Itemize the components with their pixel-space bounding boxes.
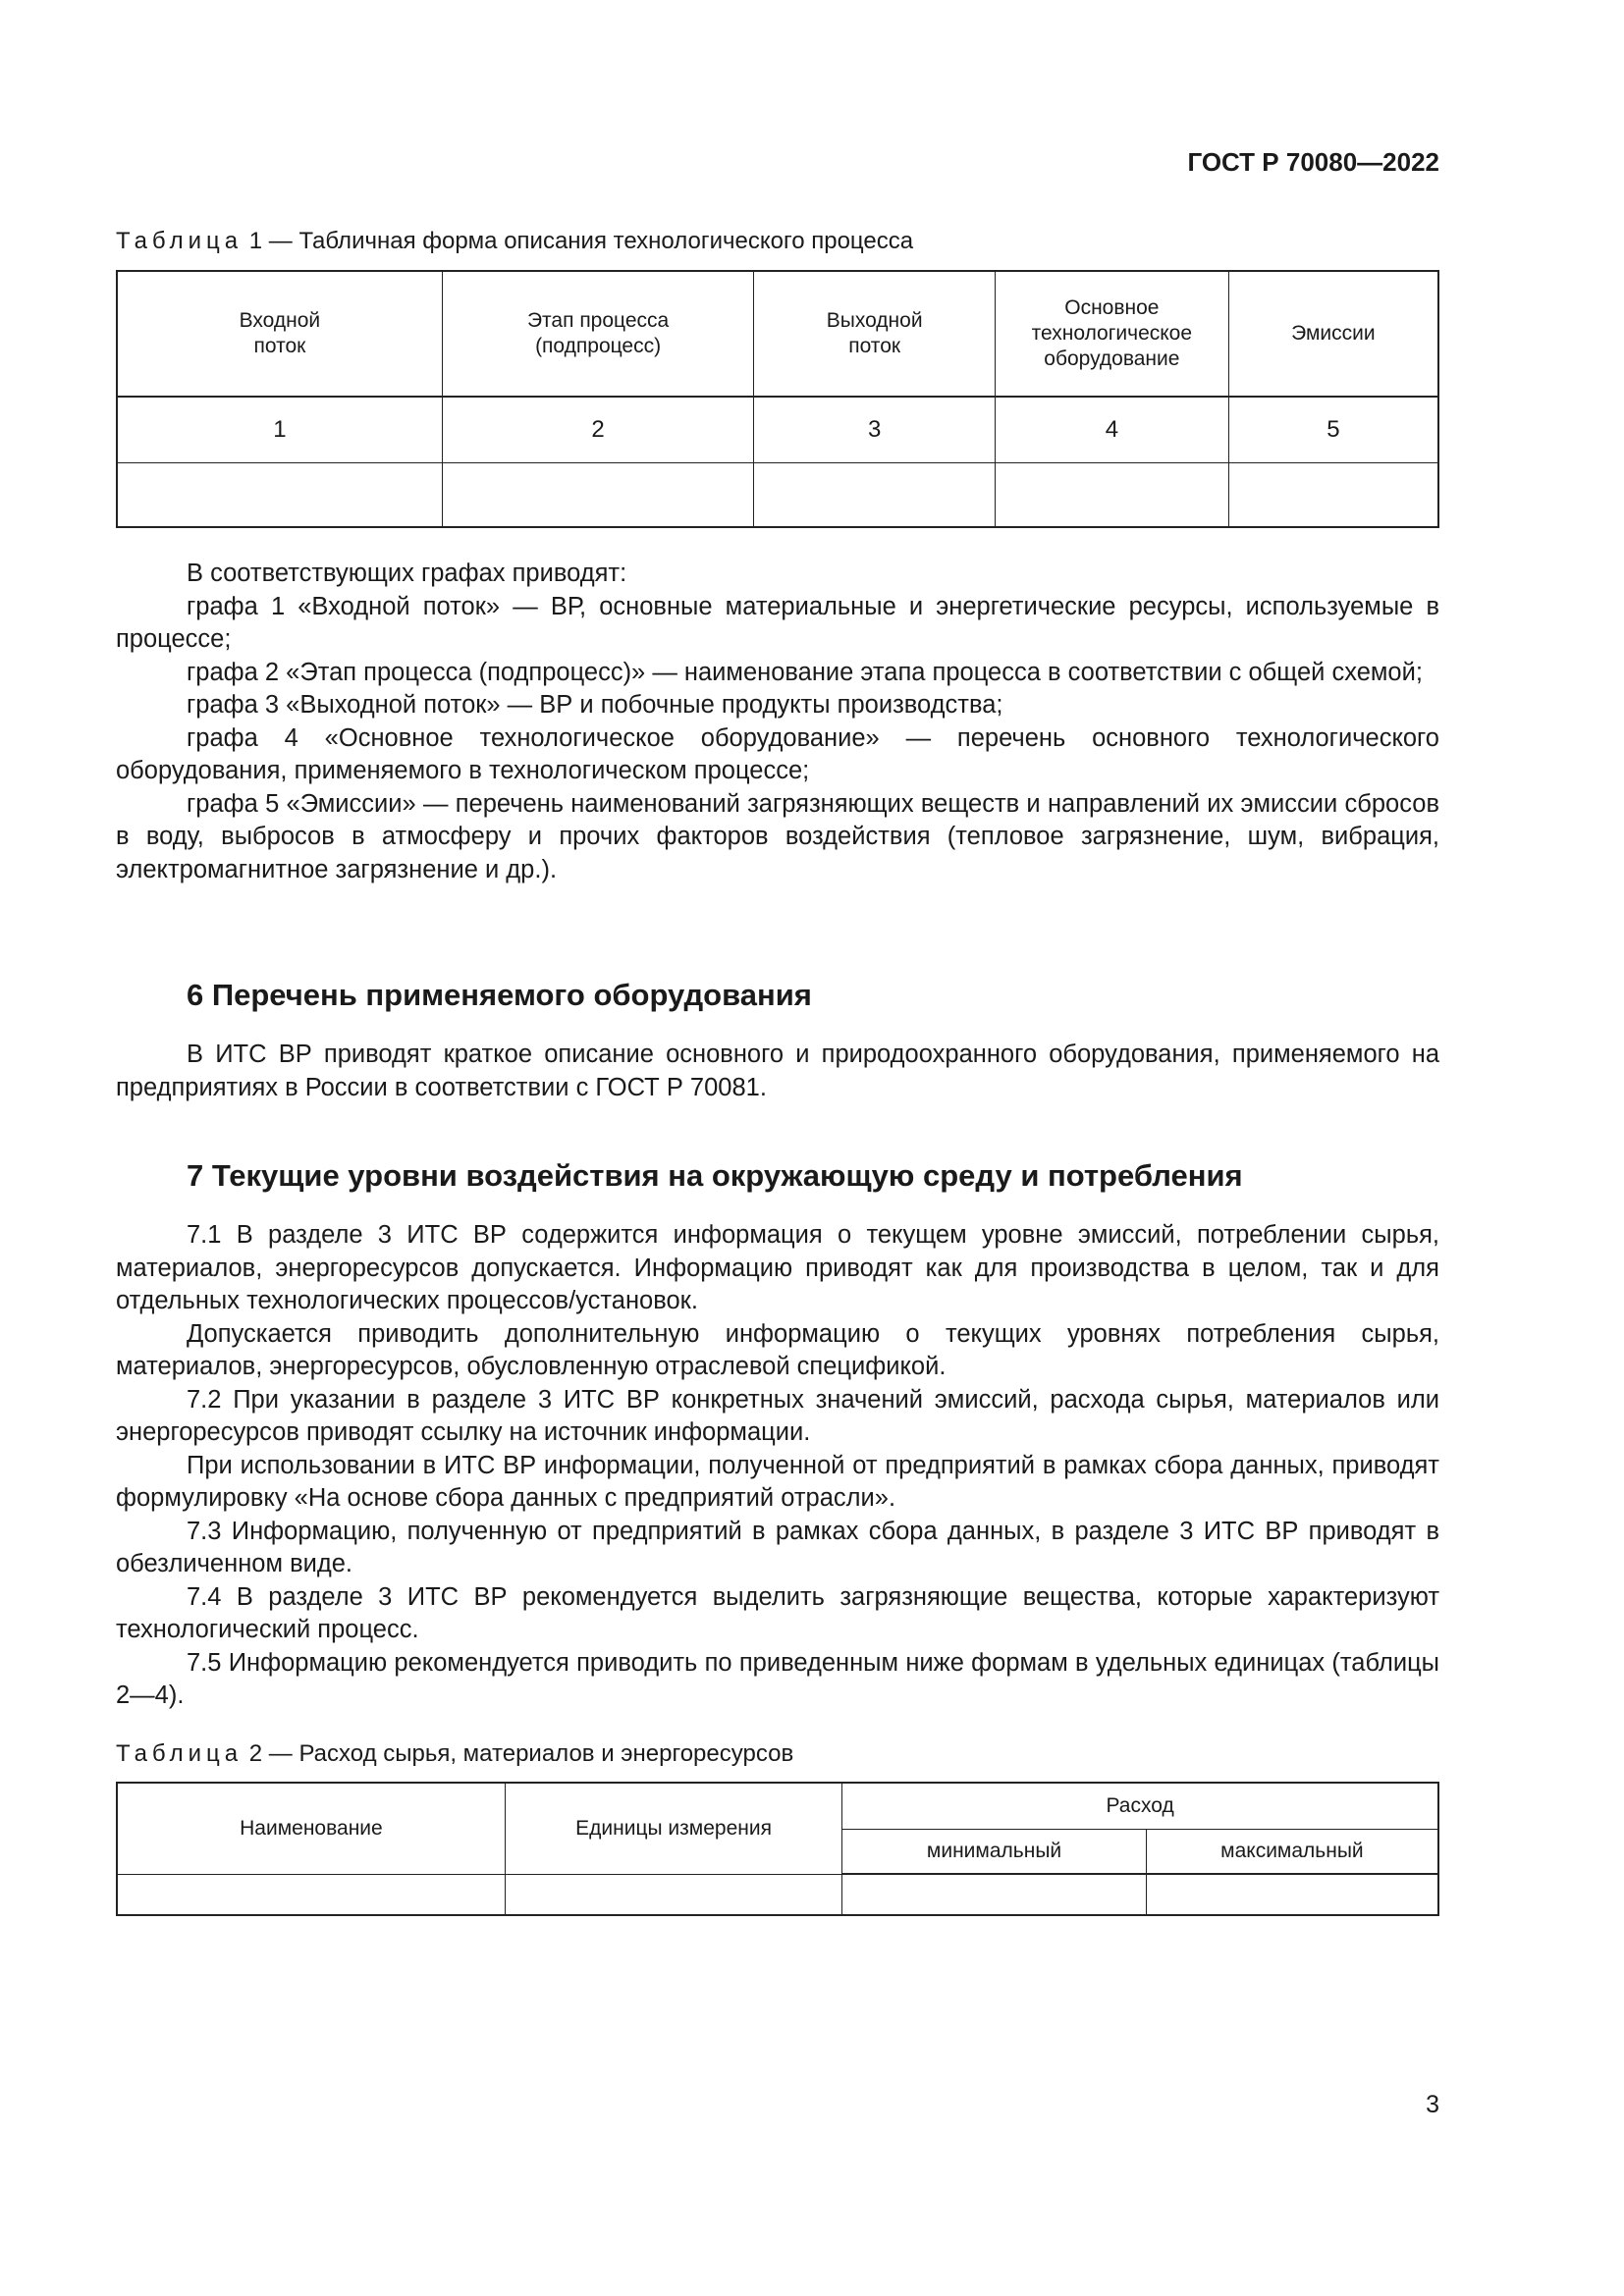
table2-header-min: минимальный [842, 1830, 1147, 1875]
table1-header-cell: Основное технологическое оборудование [995, 271, 1228, 397]
paragraph: 7.3 Информацию, полученную от предприятий в рамках сбора данных, в разделе 3 ИТС ВР приводят в обезличенном виде. [116, 1517, 1439, 1577]
table1-number-cell: 2 [442, 397, 754, 463]
table1-number-row [117, 397, 1438, 463]
table2-empty-cell [842, 1874, 1147, 1915]
paragraph: В соответствующих графах приводят: [187, 560, 627, 587]
table2-caption [116, 1740, 793, 1768]
section-7-heading: 7 Текущие уровни воздействия на окружающую среду и потребления [187, 1158, 1243, 1193]
table2-header-row [117, 1783, 1438, 1830]
paragraph: 7.2 При указании в разделе 3 ИТС ВР конкретных значений эмиссий, расхода сырья, материалов или энергоресурсов приводят ссылку на источник информации. [116, 1385, 1439, 1446]
table2-empty-row [117, 1874, 1438, 1915]
table2 [116, 1782, 1439, 1916]
paragraph: графа 3 «Выходной поток» — ВР и побочные продукты производства; [187, 691, 1003, 719]
table1-empty-cell [995, 463, 1228, 528]
table1-number-cell: 5 [1228, 397, 1438, 463]
section-6-heading: 6 Перечень применяемого оборудования [187, 978, 812, 1012]
table2-header-name: Наименование [117, 1783, 505, 1874]
table1-empty-cell [442, 463, 754, 528]
paragraph: 7.4 В разделе 3 ИТС ВР рекомендуется выделить загрязняющие вещества, которые характеризуют технологический процесс. [116, 1582, 1439, 1643]
table1-header-cell: Выходной поток [754, 271, 996, 397]
table1-number-cell: 3 [754, 397, 996, 463]
table1-header-cell: Входной поток [117, 271, 442, 397]
table2-empty-cell [117, 1874, 505, 1915]
section-7-body [116, 1219, 1439, 1713]
table2-header-units: Единицы измерения [505, 1783, 841, 1874]
table1-number-cell: 1 [117, 397, 442, 463]
document-code: ГОСТ Р 70080—2022 [1187, 147, 1439, 177]
table1-empty-cell [117, 463, 442, 528]
column-descriptions [116, 558, 1439, 886]
table1-caption [116, 228, 913, 255]
table1-header-cell: Эмиссии [1228, 271, 1438, 397]
table1-header-row [117, 271, 1438, 397]
table1-empty-row [117, 463, 1438, 528]
paragraph: 7.1 В разделе 3 ИТС ВР содержится информация о текущем уровне эмиссий, потреблении сырья, материалов, энергоресурсов допускается. Информацию приводят как для производства в целом, так и для отдельных технологических процессов/установок. [116, 1221, 1439, 1314]
table2-empty-cell [505, 1874, 841, 1915]
paragraph: графа 5 «Эмиссии» — перечень наименований загрязняющих веществ и направлений их эмиссии сбросов в воду, выбросов в атмосферу и прочих факторов воздействия (тепловое загрязнение, шум, вибрация, электромагнитное загрязнение и др.). [116, 789, 1439, 883]
page-number: 3 [1426, 2091, 1439, 2118]
paragraph: При использовании в ИТС ВР информации, полученной от предприятий в рамках сбора данных, приводят формулировку «На основе сбора данных с предприятий отрасли». [116, 1451, 1439, 1512]
paragraph: 7.5 Информацию рекомендуется приводить по приведенным ниже формам в удельных единицах (таблицы 2—4). [116, 1648, 1439, 1709]
paragraph: Допускается приводить дополнительную информацию о текущих уровнях потребления сырья, материалов, энергоресурсов, обусловленную отраслевой спецификой. [116, 1319, 1439, 1380]
table1-number-cell: 4 [995, 397, 1228, 463]
paragraph: В ИТС ВР приводят краткое описание основного и природоохранного оборудования, применяемого на предприятиях в России в соответствии с ГОСТ Р 70081. [116, 1041, 1439, 1101]
table1-caption-label: Таблица [116, 228, 244, 254]
table1-empty-cell [754, 463, 996, 528]
table1 [116, 270, 1439, 528]
table2-header-max: максимальный [1146, 1830, 1438, 1875]
paragraph: графа 1 «Входной поток» — ВР, основные материальные и энергетические ресурсы, используемые в процессе; [116, 592, 1439, 653]
table1-caption-text: 1 — Табличная форма описания технологического процесса [243, 228, 914, 254]
section-6-body [116, 1039, 1439, 1104]
table1-empty-cell [1228, 463, 1438, 528]
table2-header-consumption: Расход [842, 1783, 1438, 1830]
table2-caption-text: 2 — Расход сырья, материалов и энергоресурсов [243, 1740, 794, 1767]
paragraph: графа 2 «Этап процесса (подпроцесс)» — наименование этапа процесса в соответствии с общей схемой; [187, 658, 1423, 686]
table2-caption-label: Таблица [116, 1740, 244, 1767]
paragraph: графа 4 «Основное технологическое оборудование» — перечень основного технологического оборудования, применяемого в технологическом процессе; [116, 723, 1439, 784]
table1-header-cell: Этап процесса (подпроцесс) [442, 271, 754, 397]
table2-empty-cell [1146, 1874, 1438, 1915]
